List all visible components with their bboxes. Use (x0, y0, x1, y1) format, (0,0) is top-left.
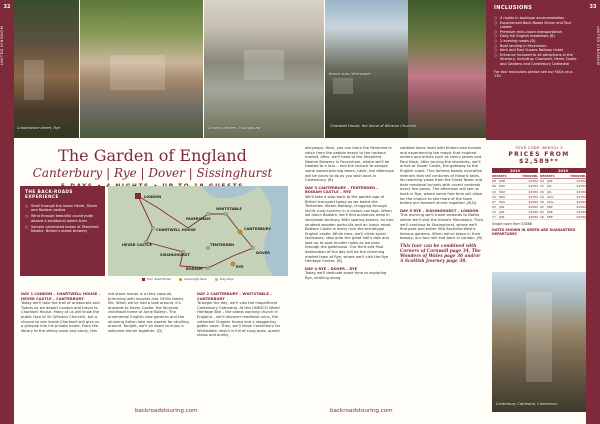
photo-canterbury-cathedral (492, 272, 586, 412)
day2-text: To begin the day, we'll visit the magnificent Canterbury Cathedral. At this UNESCO World Heritage Site – the oldest working church in England – we'll discover medieval ruins, the cathedral Chapter House and a staggering gothic nave. Then, we'll leave Canterbury for Whitstable, which is full of snug pubs, quaint shops and quirky (197, 301, 281, 338)
table-row: 09 SEP $2589 (540, 209, 586, 214)
side-label-right: UNITED KINGDOM (596, 26, 600, 66)
day5-text: This morning we'll travel onwards to Battle, where we'll visit the historic Monastery. Then, we'll continue to Sissinghurst, where we'll find poet and writer Vita Sackville-West's famous gardens. When we've taken in their beauty, our tour will end back in London. (B) (400, 213, 485, 241)
inclusion-item: ○ Experienced Back-Roads Driver and Tour Leader (494, 21, 580, 30)
highlight-item: ○ Stroll through the iconic Hever, Dover and Bodiam castles (25, 204, 100, 213)
day4-text-cont: cobbled lanes lined with timber-clad houses and experiencing the magic that inspired writers and artists such as Henry James and Paul Nash. After touring the shambles, we'll arrive at Dover Castle, the gateway to the English coast. This fortress boasts evocative interiors that tell centuries of historic tales, far-reaching views from the Great Tower and dark medieval tunnels with covert contents every few paces. The afternoon will see us back in Rye, where some free time will allow for the chance to see more of the town before our farewell dinner together. (B,D) (400, 146, 483, 206)
year-header: 2019 (540, 168, 586, 173)
table-row: 17 JUN $2589 (492, 215, 538, 220)
highlights-heading: THE BACK-ROADS EXPERIENCE (25, 190, 73, 200)
itinerary-column-2 (108, 292, 191, 333)
tour-code: TOUR CODE: BEKGOL 5 (515, 146, 563, 150)
single-room-price: Single room from $3086 (492, 222, 532, 227)
legend-day: Day Stop (215, 277, 234, 283)
tour-title-block (20, 146, 285, 190)
inclusion-item: ○ Kent and East Sussex Railway ticket (494, 48, 580, 53)
highlights-list (25, 204, 100, 233)
departures-table-1 (492, 168, 538, 220)
day2-text-cont: alleyways. Here, you can trace the fishermen's catch from the pebble beach to the harbour market. After, we'll head to the Shepherd Neame Brewery in Faversham, where we'll be treated to a tour – and the chance to sample some award-winning beers. Later, the afternoon will be yours to do as you wish back in Canterbury. (B) (305, 146, 395, 183)
itinerary-column-3 (197, 292, 282, 338)
itinerary-column-1 (21, 292, 101, 333)
page-number-right: 33 (589, 4, 597, 10)
departures-table-2 (540, 168, 586, 220)
inclusion-item: ○ Entrance included to all attractions in the itinerary, including: Chartwell, Hever Castle and Gardens and Canterbury Cathedral (494, 53, 580, 67)
table-row: 10 JUN $2589 (492, 209, 538, 214)
photo-beach-huts (325, 0, 408, 138)
map-label-bodiam: BODIAM (186, 267, 203, 271)
table-row: 24 JUN $2589 (540, 179, 586, 184)
table-row: 20 MAY $2589 (492, 194, 538, 199)
table-row: 19 AUG $2589 (540, 194, 586, 199)
table-row: 02 SEP $2589 (540, 204, 586, 209)
map-label-whitstable: WHITSTABLE (216, 207, 242, 211)
highlights-box (20, 186, 105, 276)
map-label-hever: HEVER CASTLE (122, 243, 152, 247)
inclusions-list (492, 16, 580, 67)
legend-overnight: Overnight Stop (179, 277, 207, 283)
day3-text: We'll take a step back to the golden age of British transport today as we board the Tenterden Steam Railway, chugging through idyllic rural scenery in a classic carriage. When we reach Bodiam, we'll find ourselves deep in storybook territory. With soaring towers, an iron-studded wooden portcullis and an iconic moat, Bodiam Castle is every inch the archetypal English castle. While here, we'll climb spiral staircases, step onto the great hall's dais and look up to spot murder holes as we pass through the gatehouse. Our third and final destination of the day will be the charming market town of Rye, where we'll visit the Rye Heritage Centre. (B) (305, 194, 395, 264)
website-link-right[interactable]: backroadstouring.com (330, 408, 393, 414)
photo-cottage-garden (80, 0, 203, 138)
map-label-rye: RYE (236, 265, 244, 269)
inclusions-heading: INCLUSIONS (494, 5, 533, 11)
inclusion-item: ○ Premium mini-coach transportation (494, 30, 580, 35)
caption-chartwell: Chartwell House, the home of Winston Churchill (330, 124, 417, 128)
guaranteed-note: DATES SHOWN IN GREEN ARE GUARANTEED DEPARTURES (492, 228, 576, 237)
table-row: 26 AUG $2589 (540, 199, 586, 204)
website-link-left[interactable]: backroadstouring.com (135, 408, 198, 414)
prices-from-label: PRICES FROM (508, 151, 570, 158)
map-label-canterbury: CANTERBURY (244, 227, 271, 231)
map-label-tenterden: TENTERDEN (210, 243, 235, 247)
caption-country-garden: Country garden, Sissinghurst (208, 126, 261, 130)
table-row: 16 SEP $2589 (540, 215, 586, 220)
table-row: 06 MAY $2589 (492, 184, 538, 189)
day1-text: Today we'll take the trail of aristocrats and Tudors as we depart London and travel to Chartwell House. Many of us will know the public face of Sir Winston Churchill, but a chance to see inside Chartwell will give us a glimpse into his private home. From the library to the sitting room and study, this (21, 301, 100, 333)
itinerary-column-5 (400, 146, 485, 265)
day5-heading: DAY 5 RYE – SISSINGHURST – LONDON (400, 208, 479, 213)
route-map (108, 186, 288, 276)
caption-rye-street: Cobblestone street, Rye (17, 126, 61, 130)
inclusion-item: ○ Daily full English breakfasts (B) (494, 34, 580, 39)
day2-heading: DAY 2 CANTERBURY – WHITSTABLE – CANTERBURY (197, 292, 272, 301)
table-row: 13 MAY $2589 (492, 189, 538, 194)
tour-subtitle: Canterbury | Rye | Dover | Sissinghurst (32, 166, 273, 180)
table-column-headers: DEPARTS TWIN/DBL (492, 173, 538, 178)
highlight-item: ○ Sample celebrated tomes at Shepherd Neame, Britain's oldest brewery (25, 225, 100, 234)
day4-text: Today we'll dedicate some time to exploring Rye, strolling along (305, 271, 387, 281)
highlight-item: ○ Wind through beautiful countryside aboard a traditional steam train (25, 214, 100, 223)
day1-heading: DAY 1 LONDON – CHARTWELL HOUSE – HEVER CASTLE – CANTERBURY (21, 292, 101, 301)
tour-title: The Garden of England (58, 146, 247, 165)
legend-start: Tour Start/Finish (142, 277, 171, 283)
left-side-strip (0, 0, 14, 424)
caption-beach-huts: Beach huts, Whitstable (329, 72, 371, 76)
inclusion-item: ○ Boat landing in Faversham (494, 44, 580, 49)
table-column-headers: DEPARTS TWIN/DBL (540, 173, 586, 178)
map-label-faversham: FAVERSHAM (186, 217, 211, 221)
combine-promo: This tour can be combined with Corners of Cornwall page 34, The Wonders of Wales page 36 and/or A Scottish Journey page 38. (400, 243, 481, 265)
inclusion-item: ○ 4 nights in boutique accommodation (494, 16, 580, 21)
table-row: 29 JUL $2589 (540, 189, 586, 194)
year-header: 2019 (492, 168, 538, 173)
inclusions-panel (486, 0, 586, 140)
pricing-panel (492, 146, 586, 270)
inclusions-note: For tour exclusions please see our FAQs on p. 130 (494, 69, 574, 78)
table-row: 15 JUL $2589 (540, 184, 586, 189)
table-row: 03 JUN $2589 (492, 204, 538, 209)
day3-heading: DAY 3 CANTERBURY – TENTERDEN – BODIAM CASTLE – RYE (305, 185, 379, 195)
side-label-left: UNITED KINGDOM (0, 26, 4, 66)
table-row: 08 APR $2589 (492, 179, 538, 184)
inclusion-item: ○ 2 evening meals (D) (494, 39, 580, 44)
photo-country-garden (204, 0, 324, 138)
map-label-sissinghurst: SISSINGHURST (160, 253, 190, 257)
page-number-left: 32 (3, 4, 11, 10)
photo-rye-street (14, 0, 79, 138)
map-label-chartwell: CHARTWELL HOUSE (156, 228, 196, 232)
itinerary-column-4 (305, 146, 395, 281)
table-row: 27 MAY $2589 (492, 199, 538, 204)
day4-heading: DAY 4 RYE – DOVER – RYE (305, 266, 358, 271)
right-side-strip (586, 0, 600, 424)
caption-cathedral: Canterbury Cathedral, Canterbury (496, 402, 558, 406)
map-label-dover: DOVER (256, 251, 270, 255)
price-value: $2,589** (519, 158, 559, 165)
day1-text-cont: red stone manor is a time capsule, brimming with insights into 1930s family life. When we've had a look around, it's onwards to Hever Castle, the fairytale childhood home of Anne Boleyn. The ornamental English rose gardens and the stunning Italian lake are superb for strolling around. Tonight, we'll sit down to enjoy a welcome dinner together. (D) (108, 292, 189, 333)
departure-tables (492, 168, 586, 220)
map-label-london: LONDON (144, 195, 162, 199)
map-legend (142, 277, 234, 283)
